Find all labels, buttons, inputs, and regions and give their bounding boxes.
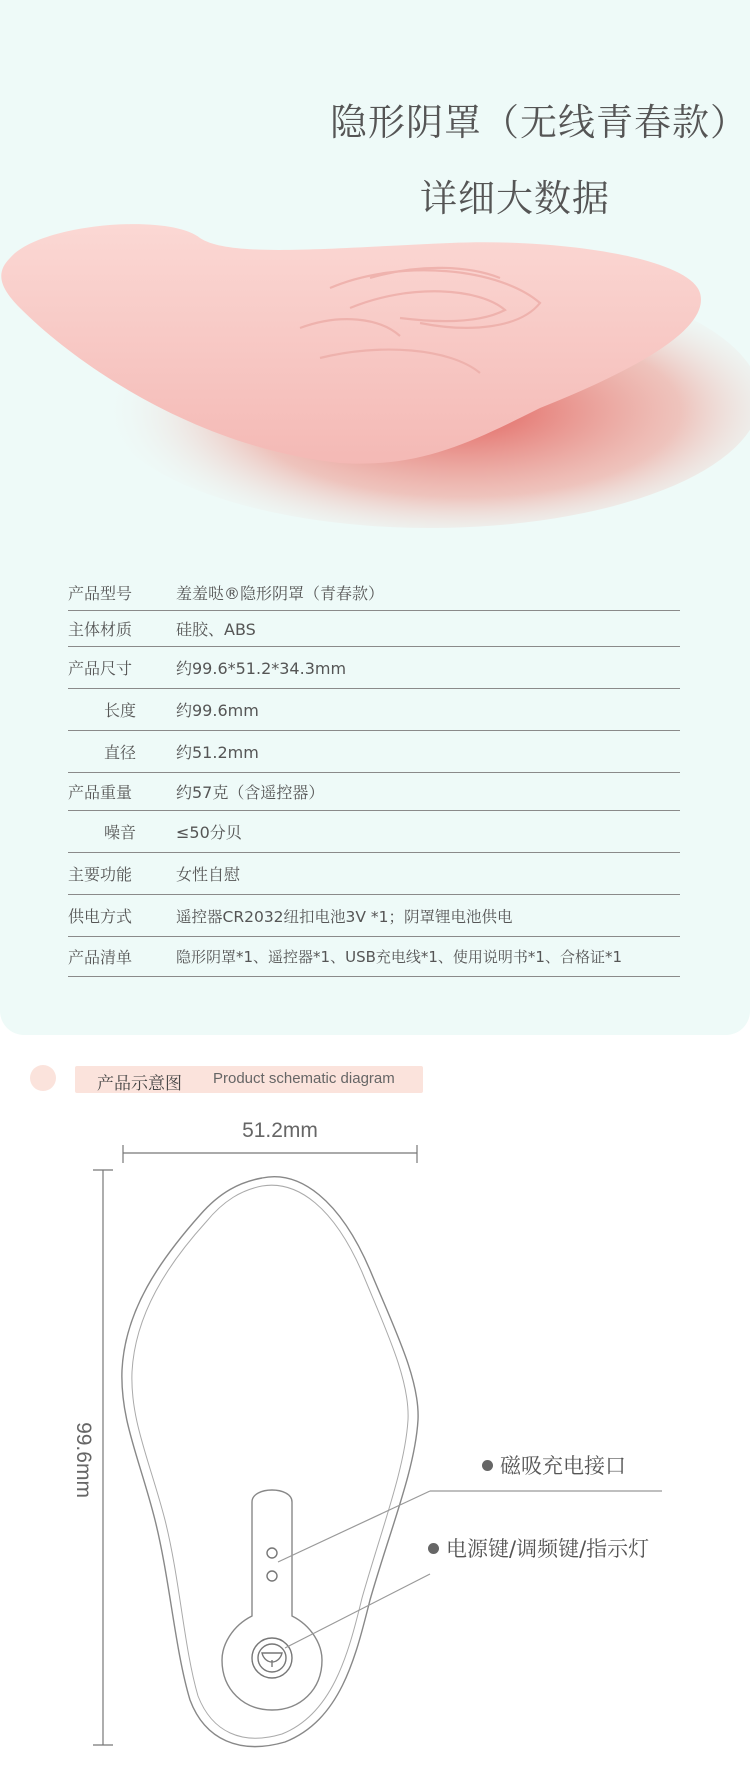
bullet-icon <box>482 1460 493 1471</box>
spec-key: 供电方式 <box>68 895 176 937</box>
spec-key: 噪音 <box>68 811 176 853</box>
spec-key: 主要功能 <box>68 853 176 895</box>
bullet-icon <box>428 1543 439 1554</box>
spec-value: 约51.2mm <box>176 731 680 773</box>
spec-value: 约57克（含遥控器） <box>176 773 680 811</box>
table-row <box>68 895 680 937</box>
spec-value: 约99.6mm <box>176 689 680 731</box>
inner-outline <box>132 1185 408 1738</box>
callout-text: 磁吸充电接口 <box>500 1454 626 1478</box>
table-row <box>68 853 680 895</box>
height-label: 99.6mm <box>72 1422 95 1498</box>
spec-key: 产品尺寸 <box>68 647 176 689</box>
outer-outline <box>122 1177 418 1747</box>
spec-value: 隐形阴罩*1、遥控器*1、USB充电线*1、使用说明书*1、合格证*1 <box>176 937 680 977</box>
table-row <box>68 611 680 647</box>
section-dot <box>30 1065 56 1091</box>
spec-value: 女性自慰 <box>176 853 680 895</box>
callout-charging-port <box>482 1450 626 1480</box>
spec-key: 直径 <box>68 731 176 773</box>
spec-key: 产品清单 <box>68 937 176 977</box>
callout-text: 电源键/调频键/指示灯 <box>446 1537 650 1561</box>
width-label: 51.2mm <box>242 1119 318 1142</box>
table-row <box>68 731 680 773</box>
page-title: 隐形阴罩（无线青春款） <box>330 101 748 144</box>
page-subtitle: 详细大数据 <box>420 177 610 220</box>
table-row <box>68 937 680 977</box>
table-row <box>68 689 680 731</box>
spec-value: 羞羞哒®隐形阴罩（青春款） <box>176 574 680 611</box>
spec-value: 硅胶、ABS <box>176 611 680 647</box>
control-panel-outline <box>222 1490 322 1710</box>
spec-value: 遥控器CR2032纽扣电池3V *1；阴罩锂电池供电 <box>176 895 680 937</box>
product-photo <box>0 218 750 538</box>
table-row <box>68 647 680 689</box>
spec-table <box>68 574 680 977</box>
spec-key: 主体材质 <box>68 611 176 647</box>
spec-value: ≤50分贝 <box>176 811 680 853</box>
table-row <box>68 574 680 611</box>
table-row <box>68 811 680 853</box>
table-row <box>68 773 680 811</box>
power-button-icon <box>258 1644 286 1672</box>
section-header <box>75 1066 423 1093</box>
spec-key: 产品重量 <box>68 773 176 811</box>
callout-power-button <box>428 1533 649 1563</box>
section-title-cn: 产品示意图 <box>97 1074 182 1094</box>
product-schematic <box>0 1100 750 1778</box>
charging-contact-icon <box>267 1548 277 1558</box>
callout-line <box>285 1574 430 1648</box>
section-title-en: Product schematic diagram <box>213 1070 395 1087</box>
spec-key: 长度 <box>68 689 176 731</box>
spec-value: 约99.6*51.2*34.3mm <box>176 647 680 689</box>
spec-key: 产品型号 <box>68 574 176 611</box>
charging-contact-icon <box>267 1571 277 1581</box>
callout-line <box>278 1491 430 1562</box>
